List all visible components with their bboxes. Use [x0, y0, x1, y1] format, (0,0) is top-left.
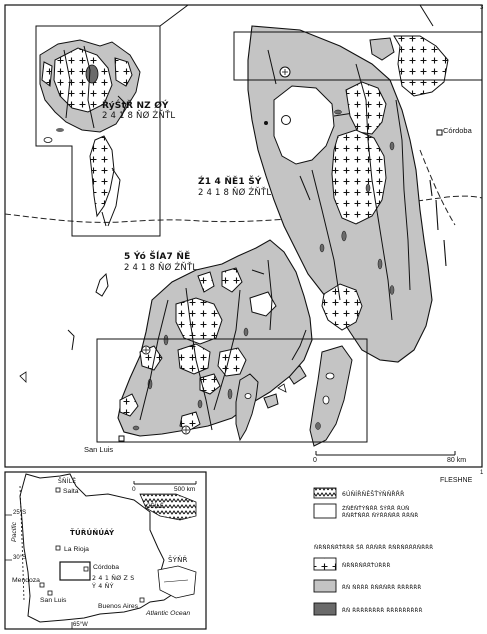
map-legend — [314, 477, 473, 615]
legend-swatch-light-gray — [314, 580, 336, 592]
corner-mark: 3 — [480, 5, 484, 11]
salta-label: Salta — [63, 488, 79, 495]
country-label: ŤÚŘÚŇÚÁÝ — [70, 529, 115, 537]
inset-box-label: 2 4 1 ŇØ Z S Ý 4 ŇÝ — [92, 575, 135, 590]
cordoba-town-marker — [437, 130, 442, 135]
scale-end: 80 km — [447, 457, 467, 464]
san-luis-label: San Luis — [84, 445, 114, 454]
san-luis-inset-label: San Luis — [40, 597, 67, 604]
cordoba-inset-label: Córdoba — [93, 564, 120, 571]
longitude-tick-label: 65°W — [73, 622, 88, 628]
inset-scale-end: 500 km — [174, 486, 196, 493]
region-label-title: ŘýŚtŘ NZ ØÝ — [102, 101, 169, 111]
legend-swatch-white — [314, 504, 336, 518]
la-rioja-marker — [56, 546, 60, 550]
corner-mark: 1 — [480, 470, 484, 476]
buenos-aires-label: Buenos Aires — [98, 603, 139, 610]
country-label: ČĚÍLĚ — [146, 503, 164, 510]
legend-label: ŹŇĚŇŤÝŇŘŘ ŠÝŘŘ ŘÚŇ ŘŇŘŤŇŘŘ ŇÝŘŘŇŘŘ ŘŘŇŘ — [342, 506, 419, 519]
latitude-tick-label: 25°S — [13, 510, 27, 516]
mendoza-label: Mendoza — [12, 577, 40, 584]
inset-scale-start: 0 — [132, 486, 136, 493]
legend-label: ŘŇ ŘŘŘŘŘŘŘŘ ŘŘŘŘŘŘŘŘŘ — [342, 608, 423, 614]
pacific-label: Pacific — [11, 521, 18, 542]
region-label-title: 5 Ýó ŠĺA7 ŇĚ — [124, 252, 191, 262]
la-rioja-label: La Rioja — [64, 546, 89, 553]
legend-swatch-cross — [314, 558, 336, 570]
region-label-subtitle: 2 4 1 8 ŇØ ŹŇŤL — [198, 188, 272, 198]
san-luis-town-marker — [119, 436, 124, 441]
legend-label: ŇŘŇŘŇŘŘŤÚŘŘŘ — [342, 563, 391, 569]
legend-label: 6ÚŇÍŘŇĚŠŤÝŇŇŘŘŘ — [342, 491, 405, 498]
legend-label: ŘŇ ŇŘŘŘ ŘŇŘŇŘŘ ŘŘŘŘŘŘ — [342, 585, 422, 591]
buenos-aires-marker — [140, 598, 144, 602]
san-luis-inset-marker — [48, 591, 52, 595]
region-label-subtitle: 2 4 1 8 ŇØ ŹŇŤL — [124, 263, 198, 273]
region-label-subtitle: 2 4 1 8 ŇØ ŹŇŤL — [102, 111, 176, 121]
country-label: ŠŇÍLĚ — [58, 478, 77, 485]
salta-marker — [56, 488, 60, 492]
atlantic-ocean-label: Atlantic Ocean — [146, 610, 191, 617]
cordoba-label: Córdoba — [443, 126, 472, 135]
figure-credit: FLESHNE — [440, 477, 473, 484]
latitude-tick-label: 30°S — [13, 555, 27, 561]
region-label-title: Ź1 4 ŇĚ1 ŠÝ — [198, 177, 262, 187]
legend-swatch-dark-gray — [314, 603, 336, 615]
country-label: ŠÝŇŘ — [168, 556, 188, 564]
main-map — [5, 5, 484, 476]
inset-location-map — [5, 472, 206, 629]
mendoza-marker — [40, 583, 44, 587]
scale-start: 0 — [313, 457, 317, 464]
legend-section-heading: ŇŘŇŘŇŘŤŘŘŘ ŠŘ ŘŘŇŘŘ ŘŇŘŇŘŘŘŇŘŘŘ — [314, 545, 434, 551]
legend-swatch-wavy — [314, 488, 336, 498]
cordoba-inset-marker — [84, 567, 88, 571]
